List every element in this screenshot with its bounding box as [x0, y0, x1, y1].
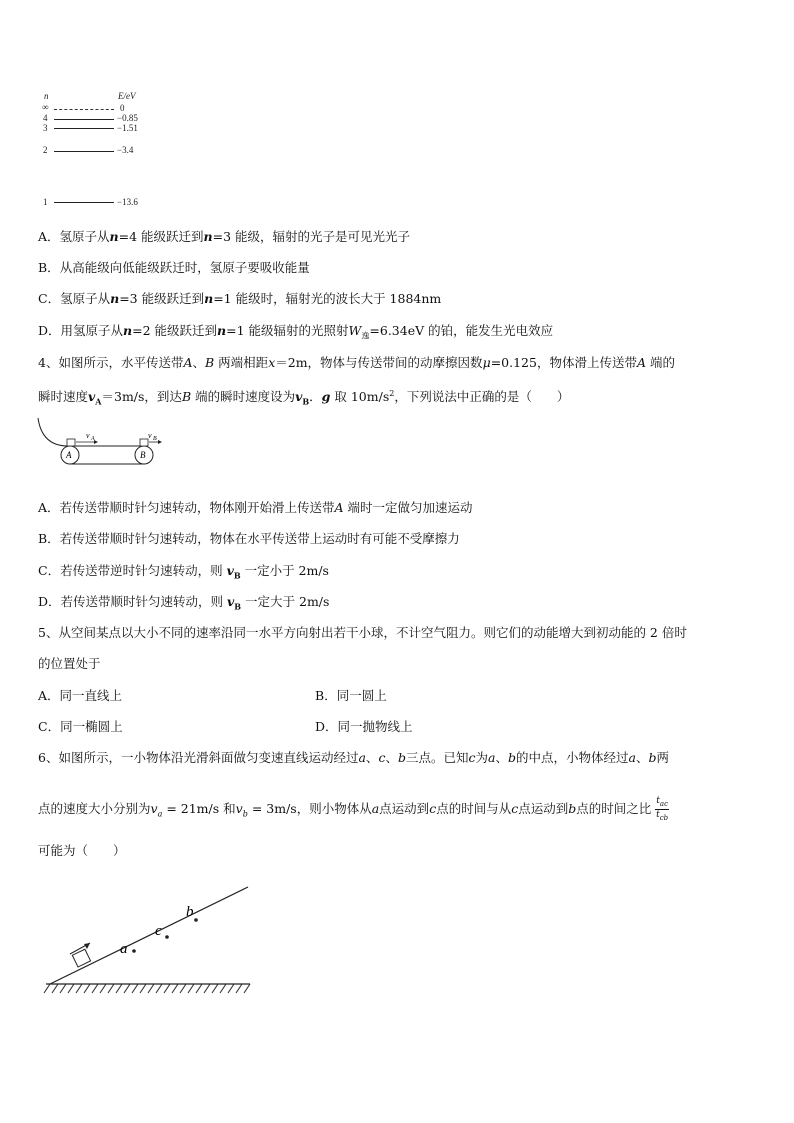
- option-text: =6.34eV 的铂，能发生光电效应: [369, 323, 554, 338]
- level-line-1: [54, 202, 114, 203]
- q4-option-c[interactable]: C．若传送带逆时针匀速转动，则 $v_B$ 一定小于 2m/s: [38, 563, 329, 581]
- q5-option-b[interactable]: B．同一圆上: [315, 688, 387, 703]
- var-n: n: [123, 323, 133, 338]
- label-va: v: [86, 431, 90, 440]
- option-text: =3 能级，辐射的光子是可见光光子: [212, 229, 411, 244]
- level-line-inf: [54, 109, 114, 110]
- label-pulley-b: B: [140, 450, 146, 460]
- option-label: C．: [38, 291, 61, 306]
- q6-stem-line3: 可能为（ ）: [38, 843, 126, 858]
- q5-option-c[interactable]: C．同一椭圆上: [38, 719, 123, 734]
- q4-option-d[interactable]: D．若传送带顺时针匀速转动，则 $v_B$ 一定大于 2m/s: [38, 594, 330, 612]
- var-n: n: [217, 323, 227, 338]
- level-n-inf: ∞: [42, 102, 49, 112]
- option-label: B．: [38, 260, 60, 275]
- incline-curve: [38, 418, 68, 446]
- level-line-3: [54, 128, 114, 129]
- var-n: n: [109, 229, 119, 244]
- point-a: [132, 949, 136, 953]
- option-text: =3 能级跃迁到: [119, 291, 205, 306]
- level-line-4: [54, 119, 114, 120]
- energy-axis-label: E/eV: [118, 91, 136, 101]
- point-b: [194, 918, 198, 922]
- level-e-2: −3.4: [117, 145, 134, 155]
- level-n-1: 1: [43, 197, 48, 207]
- conveyor-belt-figure: [34, 416, 164, 470]
- level-e-inf: 0: [120, 103, 125, 113]
- q6-stem-line1: 6、如图所示，一小物体沿光滑斜面做匀变速直线运动经过a、c、b三点。已知c为a、b的中点，小物体经过a、b两: [38, 750, 670, 765]
- q5-stem-line2: 的位置处于: [38, 656, 101, 671]
- option-text: =1 能级辐射的光照射: [226, 323, 349, 338]
- q5-stem-line1: 5、从空间某点以大小不同的速率沿同一水平方向射出若干小球，不计空气阻力。则它们的动能增大到初动能的 2 倍时: [38, 625, 687, 640]
- var-n: n: [110, 291, 120, 306]
- block-at-b: [140, 439, 148, 446]
- level-e-3: −1.51: [117, 123, 138, 133]
- label-vb: v: [148, 431, 152, 440]
- n-axis-label: n: [44, 91, 49, 101]
- q4-option-a[interactable]: A．若传送带顺时针匀速转动，物体刚开始滑上传送带A 端时一定做匀加速运动: [38, 500, 473, 515]
- level-e-1: −13.6: [117, 197, 138, 207]
- option-label: D．: [38, 323, 61, 338]
- block-on-incline: [72, 949, 90, 967]
- option-text: 从高能级向低能级跃迁时，氢原子要吸收能量: [59, 260, 310, 275]
- var-n: n: [204, 291, 214, 306]
- level-n-2: 2: [43, 145, 48, 155]
- var-w-sub: 逸: [361, 331, 370, 341]
- block-at-a: [67, 439, 75, 446]
- label-a: a: [120, 941, 128, 957]
- incline-figure: [40, 880, 255, 998]
- q5-option-d[interactable]: D．同一抛物线上: [315, 719, 413, 734]
- option-label: A．: [38, 229, 60, 244]
- q3-option-a[interactable]: [38, 229, 410, 245]
- q4-option-b[interactable]: B．若传送带顺时针匀速转动，物体在水平传送带上运动时有可能不受摩擦力: [38, 531, 460, 546]
- point-c: [165, 935, 169, 939]
- level-n-3: 3: [43, 123, 48, 133]
- label-va-sub: A: [91, 436, 95, 442]
- label-vb-sub: B: [153, 436, 157, 442]
- level-line-2: [54, 151, 114, 152]
- option-text: 氢原子从: [59, 229, 110, 244]
- option-text: =1 能级时，辐射光的波长大于 1884nm: [213, 291, 442, 306]
- q3-option-d[interactable]: [38, 323, 553, 345]
- level-e-4: −0.85: [117, 113, 138, 123]
- time-ratio-fraction: $\frac{t_{ac}}{t_{cb}}$: [656, 796, 669, 822]
- level-n-4: 4: [43, 113, 48, 123]
- label-pulley-a: A: [66, 450, 72, 460]
- q4-stem-line1: 4、如图所示，水平传送带A、B 两端相距x＝2m，物体与传送带间的动摩擦因数μ=0.125，物体滑上传送带A 端的: [38, 355, 675, 370]
- var-n: n: [203, 229, 213, 244]
- incline-surface: [50, 887, 248, 984]
- option-text: =2 能级跃迁到: [132, 323, 218, 338]
- q3-option-c[interactable]: [38, 291, 441, 307]
- label-b: b: [186, 904, 194, 920]
- label-c: c: [155, 923, 162, 939]
- option-text: =4 能级跃迁到: [118, 229, 204, 244]
- q3-option-b[interactable]: [38, 260, 310, 276]
- q4-stem-line2: 瞬时速度$v_A=3m/s$，到达B 端的瞬时速度设为$v_B$．g 取 $10m/s^2$，下列说法中正确的是（ ）: [38, 389, 570, 407]
- option-text: 氢原子从: [60, 291, 111, 306]
- q5-option-a[interactable]: A．同一直线上: [38, 688, 123, 703]
- ground-hatching: [44, 984, 250, 993]
- var-w: W: [348, 323, 362, 338]
- option-text: 用氢原子从: [60, 323, 124, 338]
- q6-stem-line2: 点的速度大小分别为$v_a = 21m/s$ 和$v_b = 3m/s$，则小物体从a点运动到c点的时间与从c点运动到b点的时间之比 $\frac{t_{ac}}{t_{cb}}$: [38, 796, 669, 822]
